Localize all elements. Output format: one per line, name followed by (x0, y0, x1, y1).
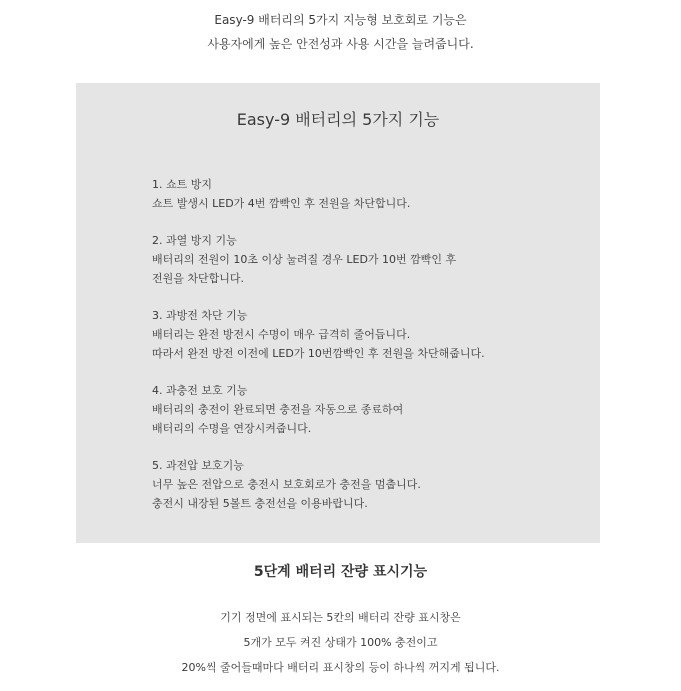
section-line-1: 기기 정면에 표시되는 5칸의 배터리 잔량 표시창은 (220, 611, 461, 624)
section-body (0, 605, 681, 680)
feature-heading: 2. 과열 방지 기능 (152, 234, 237, 247)
section-line-3: 20%씩 줄어들때마다 배터리 표시창의 등이 하나씩 꺼지게 됩니다. (181, 661, 500, 674)
intro-text (0, 8, 681, 56)
feature-description: 너무 높은 전압으로 충전시 보호회로가 충전을 멈춥니다. (152, 478, 421, 491)
section-line-2: 5개가 모두 켜진 상태가 100% 충전이고 (243, 636, 438, 649)
feature-overdischarge-protection (152, 306, 592, 363)
intro-line-2: 사용자에게 높은 안전성과 사용 시간을 늘려줍니다. (207, 37, 474, 51)
feature-short-protection (152, 175, 592, 213)
feature-heading: 3. 과방전 차단 기능 (152, 309, 248, 322)
feature-description: 따라서 완전 방전 이전에 LED가 10번깜빡인 후 전원을 차단해줍니다. (152, 347, 485, 360)
features-panel (76, 83, 600, 543)
panel-title: Easy-9 배터리의 5가지 기능 (236, 110, 440, 129)
feature-description: 충전시 내장된 5볼트 충전선을 이용바랍니다. (152, 497, 368, 510)
feature-overheat-protection (152, 231, 592, 288)
feature-description: 배터리의 전원이 10초 이상 눌려질 경우 LED가 10번 깜빡인 후 (152, 253, 457, 266)
feature-list (152, 175, 592, 531)
feature-description: 쇼트 발생시 LED가 4번 깜빡인 후 전원을 차단합니다. (152, 197, 411, 210)
feature-description: 배터리의 수명을 연장시켜줍니다. (152, 422, 312, 435)
feature-description: 배터리의 충전이 완료되면 충전을 자동으로 종료하여 (152, 403, 404, 416)
feature-heading: 1. 쇼트 방지 (152, 178, 212, 191)
feature-overvoltage-protection (152, 456, 592, 513)
feature-heading: 5. 과전압 보호기능 (152, 459, 244, 472)
section-title: 5단계 배터리 잔량 표시기능 (253, 564, 428, 580)
feature-description: 전원을 차단합니다. (152, 272, 245, 285)
feature-overcharge-protection (152, 381, 592, 438)
feature-heading: 4. 과충전 보호 기능 (152, 384, 248, 397)
intro-line-1: Easy-9 배터리의 5가지 지능형 보호회로 기능은 (214, 13, 467, 27)
feature-description: 배터리는 완전 방전시 수명이 매우 급격히 줄어듭니다. (152, 328, 411, 341)
